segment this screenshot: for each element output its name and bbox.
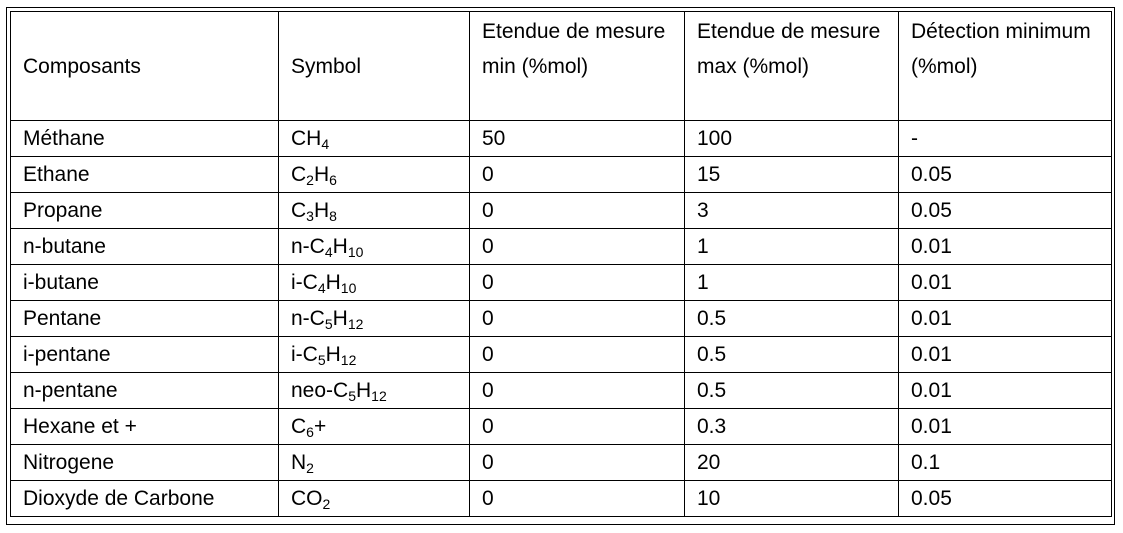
table-row — [11, 409, 1112, 445]
symbol-text: H — [332, 235, 348, 258]
symbol-subscript: 8 — [329, 208, 337, 224]
cell-symbol — [279, 229, 470, 265]
symbol-text: H — [325, 343, 341, 366]
symbol-subscript: 4 — [324, 244, 333, 260]
symbol-subscript: 10 — [347, 244, 364, 260]
cell-etendue-max: 3 — [685, 193, 899, 229]
cell-composant: i-pentane — [11, 337, 279, 373]
cell-etendue-min: 0 — [470, 193, 685, 229]
symbol-text: C — [291, 199, 307, 222]
symbol-text: + — [313, 415, 327, 438]
symbol-subscript: 12 — [347, 316, 364, 332]
symbol-text: C — [291, 163, 307, 186]
cell-symbol — [279, 265, 470, 301]
cell-composant: n-pentane — [11, 373, 279, 409]
header-etendue-min: Etendue de mesure min (%mol) — [470, 12, 685, 121]
symbol-text: H — [332, 307, 348, 330]
cell-symbol — [279, 157, 470, 193]
cell-composant: n-butane — [11, 229, 279, 265]
symbol-subscript: 2 — [306, 460, 314, 476]
cell-detection-minimum: 0.01 — [899, 337, 1112, 373]
cell-detection-minimum: 0.01 — [899, 301, 1112, 337]
symbol-subscript: 4 — [317, 280, 326, 296]
table-row — [11, 193, 1112, 229]
cell-composant: Méthane — [11, 121, 279, 157]
cell-detection-minimum: 0.01 — [899, 409, 1112, 445]
symbol-text: H — [313, 199, 330, 222]
cell-symbol — [279, 337, 470, 373]
header-etendue-max: Etendue de mesure max (%mol) — [685, 12, 899, 121]
cell-etendue-min: 0 — [470, 481, 685, 517]
symbol-subscript: 12 — [371, 388, 387, 404]
cell-detection-minimum: 0.05 — [899, 193, 1112, 229]
symbol-text: H — [313, 163, 330, 186]
symbol-subscript: 5 — [324, 316, 333, 332]
header-row — [11, 12, 1112, 121]
symbol-subscript: 3 — [306, 208, 314, 224]
cell-detection-minimum: 0.01 — [899, 229, 1112, 265]
symbol-text: n-C — [291, 307, 325, 330]
cell-symbol — [279, 193, 470, 229]
cell-composant: Nitrogene — [11, 445, 279, 481]
cell-etendue-min: 0 — [470, 409, 685, 445]
cell-detection-minimum: 0.05 — [899, 157, 1112, 193]
symbol-subscript: 12 — [340, 352, 357, 368]
symbol-text: N — [291, 451, 307, 474]
header-detection-minimum: Détection minimum (%mol) — [899, 12, 1112, 121]
cell-symbol — [279, 481, 470, 517]
cell-symbol — [279, 301, 470, 337]
symbol-subscript: 5 — [348, 388, 356, 404]
cell-symbol — [279, 445, 470, 481]
symbol-text: CH — [291, 127, 322, 150]
header-composants: Composants — [11, 12, 279, 121]
symbol-text: n-C — [291, 235, 325, 258]
table-row — [11, 337, 1112, 373]
cell-etendue-min: 50 — [470, 121, 685, 157]
symbol-text: CO — [291, 487, 323, 510]
cell-symbol — [279, 121, 470, 157]
composition-table — [10, 11, 1112, 517]
cell-etendue-max: 1 — [685, 229, 899, 265]
cell-etendue-max: 10 — [685, 481, 899, 517]
symbol-subscript: 6 — [329, 172, 337, 188]
table-row — [11, 229, 1112, 265]
cell-detection-minimum: 0.01 — [899, 265, 1112, 301]
symbol-text: H — [356, 379, 372, 402]
cell-symbol — [279, 409, 470, 445]
cell-etendue-max: 0.5 — [685, 337, 899, 373]
symbol-subscript: 2 — [322, 496, 331, 512]
table-row — [11, 373, 1112, 409]
cell-etendue-max: 0.3 — [685, 409, 899, 445]
cell-etendue-max: 15 — [685, 157, 899, 193]
cell-etendue-min: 0 — [470, 301, 685, 337]
cell-composant: Hexane et + — [11, 409, 279, 445]
table-row — [11, 481, 1112, 517]
cell-detection-minimum: 0.05 — [899, 481, 1112, 517]
symbol-text: C — [291, 415, 307, 438]
table-body — [11, 121, 1112, 517]
cell-composant: Dioxyde de Carbone — [11, 481, 279, 517]
cell-etendue-min: 0 — [470, 337, 685, 373]
cell-etendue-max: 0.5 — [685, 373, 899, 409]
header-symbol: Symbol — [279, 12, 470, 121]
symbol-subscript: 2 — [306, 172, 314, 188]
cell-detection-minimum: - — [899, 121, 1112, 157]
cell-etendue-min: 0 — [470, 229, 685, 265]
cell-etendue-min: 0 — [470, 265, 685, 301]
table-row — [11, 445, 1112, 481]
symbol-subscript: 6 — [306, 424, 314, 440]
cell-composant: i-butane — [11, 265, 279, 301]
cell-etendue-max: 20 — [685, 445, 899, 481]
cell-composant: Pentane — [11, 301, 279, 337]
cell-etendue-min: 0 — [470, 373, 685, 409]
symbol-text: i-C — [291, 271, 318, 294]
cell-symbol — [279, 373, 470, 409]
symbol-subscript: 4 — [321, 136, 330, 152]
table-row — [11, 121, 1112, 157]
cell-etendue-max: 1 — [685, 265, 899, 301]
cell-composant: Propane — [11, 193, 279, 229]
cell-etendue-max: 100 — [685, 121, 899, 157]
cell-etendue-min: 0 — [470, 157, 685, 193]
table-row — [11, 157, 1112, 193]
table-row — [11, 301, 1112, 337]
cell-etendue-max: 0.5 — [685, 301, 899, 337]
cell-composant: Ethane — [11, 157, 279, 193]
symbol-subscript: 5 — [317, 352, 326, 368]
symbol-text: i-C — [291, 343, 318, 366]
cell-detection-minimum: 0.1 — [899, 445, 1112, 481]
table-row — [11, 265, 1112, 301]
symbol-subscript: 10 — [340, 280, 357, 296]
symbol-text: neo-C — [291, 379, 349, 402]
cell-etendue-min: 0 — [470, 445, 685, 481]
symbol-text: H — [325, 271, 341, 294]
cell-detection-minimum: 0.01 — [899, 373, 1112, 409]
